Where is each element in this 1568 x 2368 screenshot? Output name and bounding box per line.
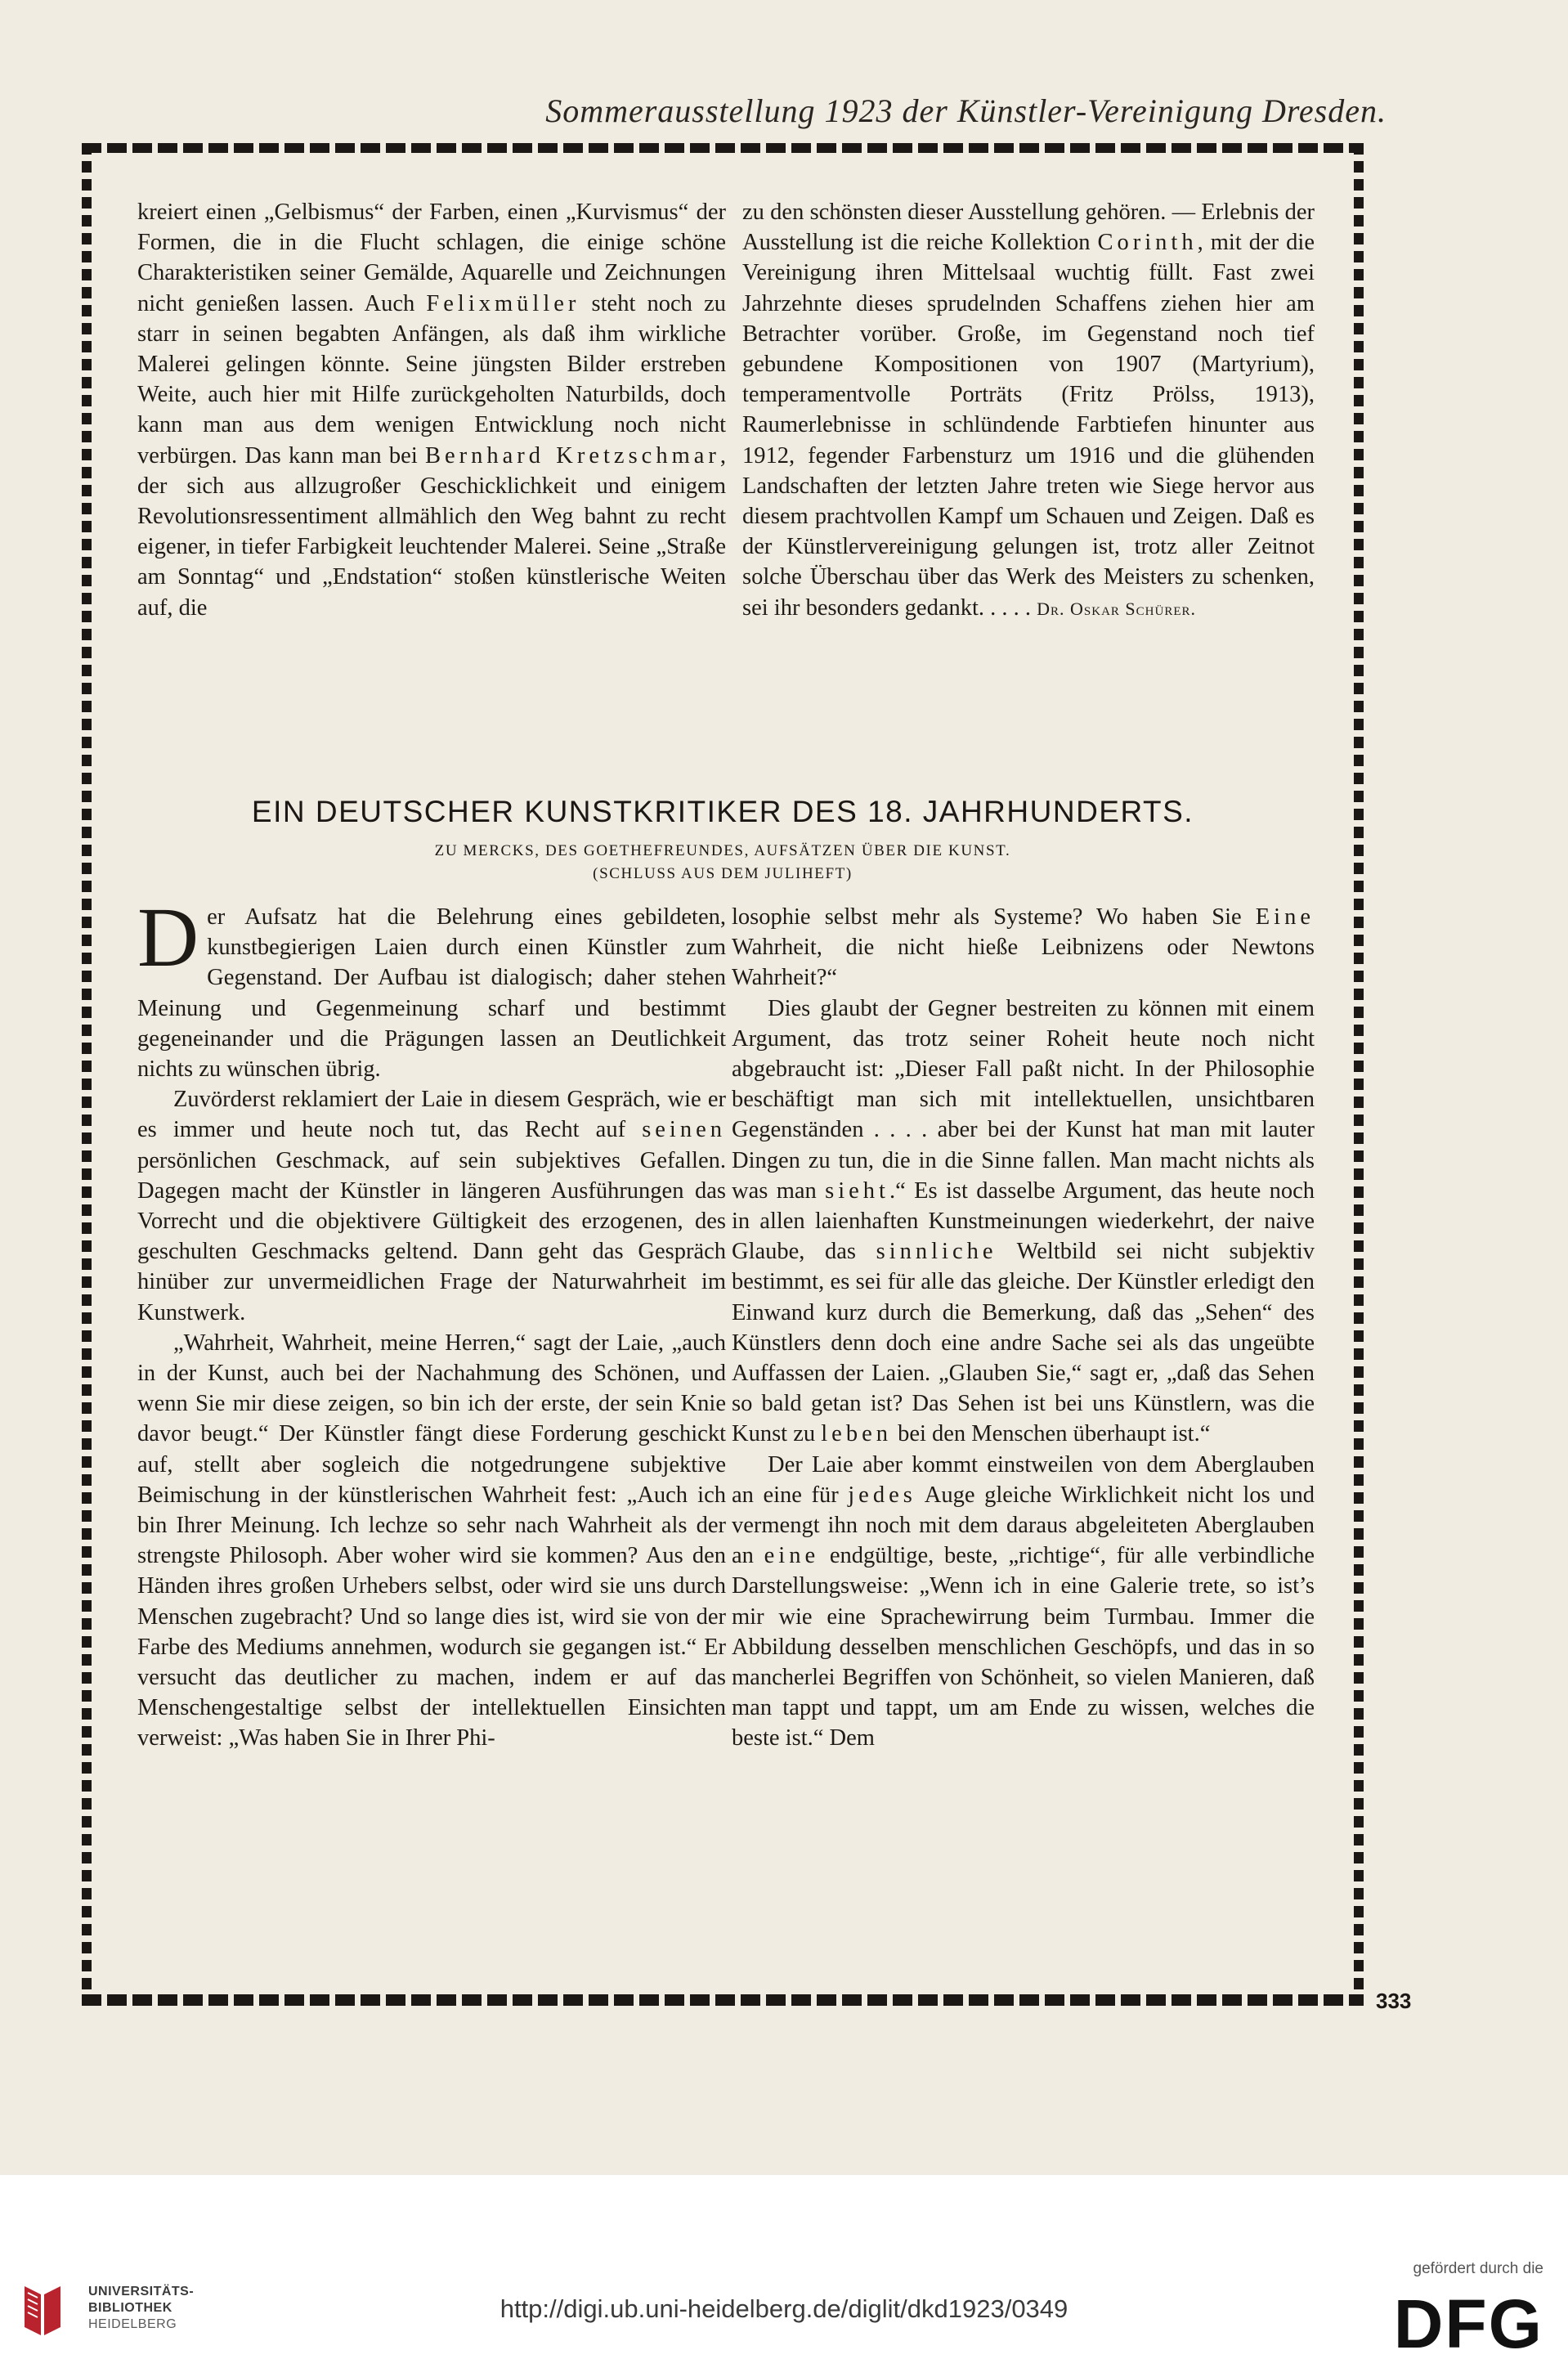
- frame-left-border: [82, 143, 92, 2006]
- page-number: 333: [1376, 1989, 1412, 2013]
- paragraph: Zuvörderst reklamiert der Laie in diesem Gespräch, wie er es immer und heute noch tut, das Recht auf seinen persönlichen Geschmack, auf sein subjektives Gefallen. Dagegen macht der Künstler in längeren Ausführungen das Vorrecht und die objektivere Gültigkeit des erzogenen, des geschulten Geschmacks geltend. Dann geht das Gespräch hinüber zur unvermeidlichen Frage der Naturwahrheit im Kunstwerk.: [137, 1087, 726, 1325]
- library-name: UNIVERSITÄTS- BIBLIOTHEK HEIDELBERG: [88, 2285, 195, 2331]
- previous-article-left-column: [137, 197, 726, 623]
- article-title: EIN DEUTSCHER KUNSTKRITIKER DES 18. JAHRHUNDERTS.: [251, 795, 1194, 828]
- spaced-name: Felixmüller: [426, 290, 580, 316]
- paragraph: kreiert einen „Gelbismus“ der Farben, einen „Kurvismus“ der Formen, die in die Flucht schlagen, die einige schöne Charakteristiken seiner Gemälde, Aquarelle und Zeichnungen nicht genießen lassen. Auch Felixmüller steht noch zu starr in seinen begabten Anfängen, als daß ihm wirkliche Malerei gelingen könnte. Seine jüngsten Bilder erstreben Weite, auch hier mit Hilfe zurückgeholten Naturbilds, doch kann man aus dem wenigen Entwicklung noch nicht verbürgen. Das kann man bei Bernhard Kretzschmar, der sich aus allzugroßer Geschicklichkeit und einigem Revolutionsressentiment allmählich den Weg bahnt zu recht eigener, in tiefer Farbigkeit leuchtender Malerei. Seine „Straße am Sonntag“ und „Endstation“ stoßen künstlerische Weiten auf, die: [137, 200, 727, 621]
- article-subtitle: ZU MERCKS, DES GOETHEFREUNDES, AUFSÄTZEN ÜBER DIE KUNST.: [434, 842, 1011, 859]
- author-signature: Dr. Oskar Schürer.: [1037, 598, 1197, 619]
- dfg-logo: DFG: [1393, 2285, 1543, 2362]
- article-left-column: [137, 890, 726, 1754]
- paragraph: Der Laie aber kommt einstweilen von dem Aberglauben an eine für jedes Auge gleiche Wirklichkeit nicht los und vermengt ihn noch mit dem daraus abgeleiteten Aberglauben an eine endgültige, beste, „richtige“, für alle verbindliche Darstellungsweise: „Wenn ich in eine Galerie trete, so ist’s mir wie eine Sprachewirrung beim Turmbau. Immer die Abbildung desselben menschlichen Geschöpfs, und das in so mancherlei Begriffen von Schönheit, so vielen Manieren, daß man tappt und tappt, um am Ende zu wissen, welches die beste ist.“ Dem: [732, 1451, 1315, 1751]
- frame-bottom-border: [82, 1994, 1364, 2006]
- drop-cap: D: [137, 890, 199, 984]
- source-url-link[interactable]: http://digi.ub.uni-heidelberg.de/diglit/dkd1923/0349: [500, 2294, 1068, 2323]
- running-head: Sommerausstellung 1923 der Künstler-Vereinigung Dresden.: [545, 92, 1387, 129]
- funding-caption: gefördert durch die: [1413, 2260, 1543, 2277]
- article-note: (SCHLUSS AUS DEM JULIHEFT): [593, 865, 853, 882]
- frame-top-border: [82, 143, 1364, 153]
- paragraph: Dies glaubt der Gegner bestreiten zu können mit einem Argument, das trotz seiner Roheit heute noch nicht abgebraucht ist: „Dieser Fall paßt nicht. In der Philosophie beschäftigt man sich mit intellektuellen, unsichtbaren Gegenständen . . . . aber bei der Kunst hat man mit lauter Dingen zu tun, die in die Sinne fallen. Man macht nichts als was man sieht.“ Es ist dasselbe Argument, das heute noch in allen laienhaften Kunstmeinungen wiederkehrt, der naive Glaube, das sinnliche Weltbild sei nicht subjektiv bestimmt, es sei für alle das gleiche. Der Künstler erledigt den Einwand kurz durch die Bemerkung, daß das „Sehen“ des Künstlers denn doch eine andre Sache sei als das ungeübte Auffassen der Laien. „Glauben Sie,“ sagt er, „daß das Sehen so bald getan ist? Das Sehen ist bei uns Künstlern, was die Kunst zu leben bei den Menschen überhaupt ist.“: [732, 995, 1315, 1447]
- frame-right-border: [1354, 143, 1364, 2006]
- paragraph: „Wahrheit, Wahrheit, meine Herren,“ sagt der Laie, „auch in der Kunst, auch bei der Nachahmung des Schönen, und wenn Sie mir diese zeigen, so bin ich der erste, der sein Knie davor beugt.“ Der Künstler fängt diese Forderung geschickt auf, stellt aber sogleich die notgedrungene subjektive Beimischung in der künstlerischen Wahrheit fest: „Auch ich bin Ihrer Meinung. Ich lechze so sehr nach Wahrheit als der strengste Philosoph. Aber woher wird sie kommen? Aus den Händen ihres großen Urhebers selbst, oder wird sie uns durch Menschen zugebracht? Und so lange dies ist, wird sie von der Farbe des Mediums annehmen, wodurch sie gegangen ist.“ Er versucht das deutlicher zu machen, indem er auf das Menschengestaltige selbst der intellektuellen Einsichten verweist: „Was haben Sie in Ihrer Phi-: [137, 1330, 726, 1751]
- paragraph: Der Aufsatz hat die Belehrung eines gebildeten, kunstbegierigen Laien durch einen Künstler zum Gegenstand. Der Aufbau ist dialogisch; daher stehen Meinung und Gegenmeinung scharf und bestimmt gegeneinander und die Prägungen lassen an Deutlichkeit nichts zu wünschen übrig.: [137, 890, 726, 1083]
- spaced-name: Bernhard Kretzschmar: [425, 442, 720, 469]
- footer: [0, 2175, 1568, 2368]
- article-right-column: [732, 902, 1315, 1754]
- spaced-name: Corinth: [1097, 230, 1198, 256]
- paragraph: losophie selbst mehr als Systeme? Wo haben Sie Eine Wahrheit, die nicht hieße Leibnizens oder Newtons Wahrheit?“: [732, 904, 1315, 991]
- paragraph: zu den schönsten dieser Ausstellung gehören. — Erlebnis der Ausstellung ist die reiche Kollektion Corinth, mit der die Vereinigung ihren Mittelsaal wuchtig füllt. Fast zwei Jahrzehnte dieses sprudelnden Schaffens ziehen hier am Betrachter vorüber. Große, im Gegenstand noch tief gebundene Kompositionen von 1907 (Martyrium), temperamentvolle Porträts (Fritz Prölss, 1913), Raumerlebnisse in schlündende Farbtiefen hinunter aus 1912, fegender Farbensturz um 1916 und die glühenden Landschaften der letzten Jahre treten wie Siege hervor aus diesem prachtvollen Kampf um Schauen und Zeigen. Daß es der Künstlervereinigung gelungen ist, trotz aller Zeitnot solche Überschau über das Werk des Meisters zu schenken, sei ihr besonders gedankt. . . . . Dr. Oskar Schürer.: [742, 200, 1315, 621]
- previous-article-right-column: [742, 197, 1315, 624]
